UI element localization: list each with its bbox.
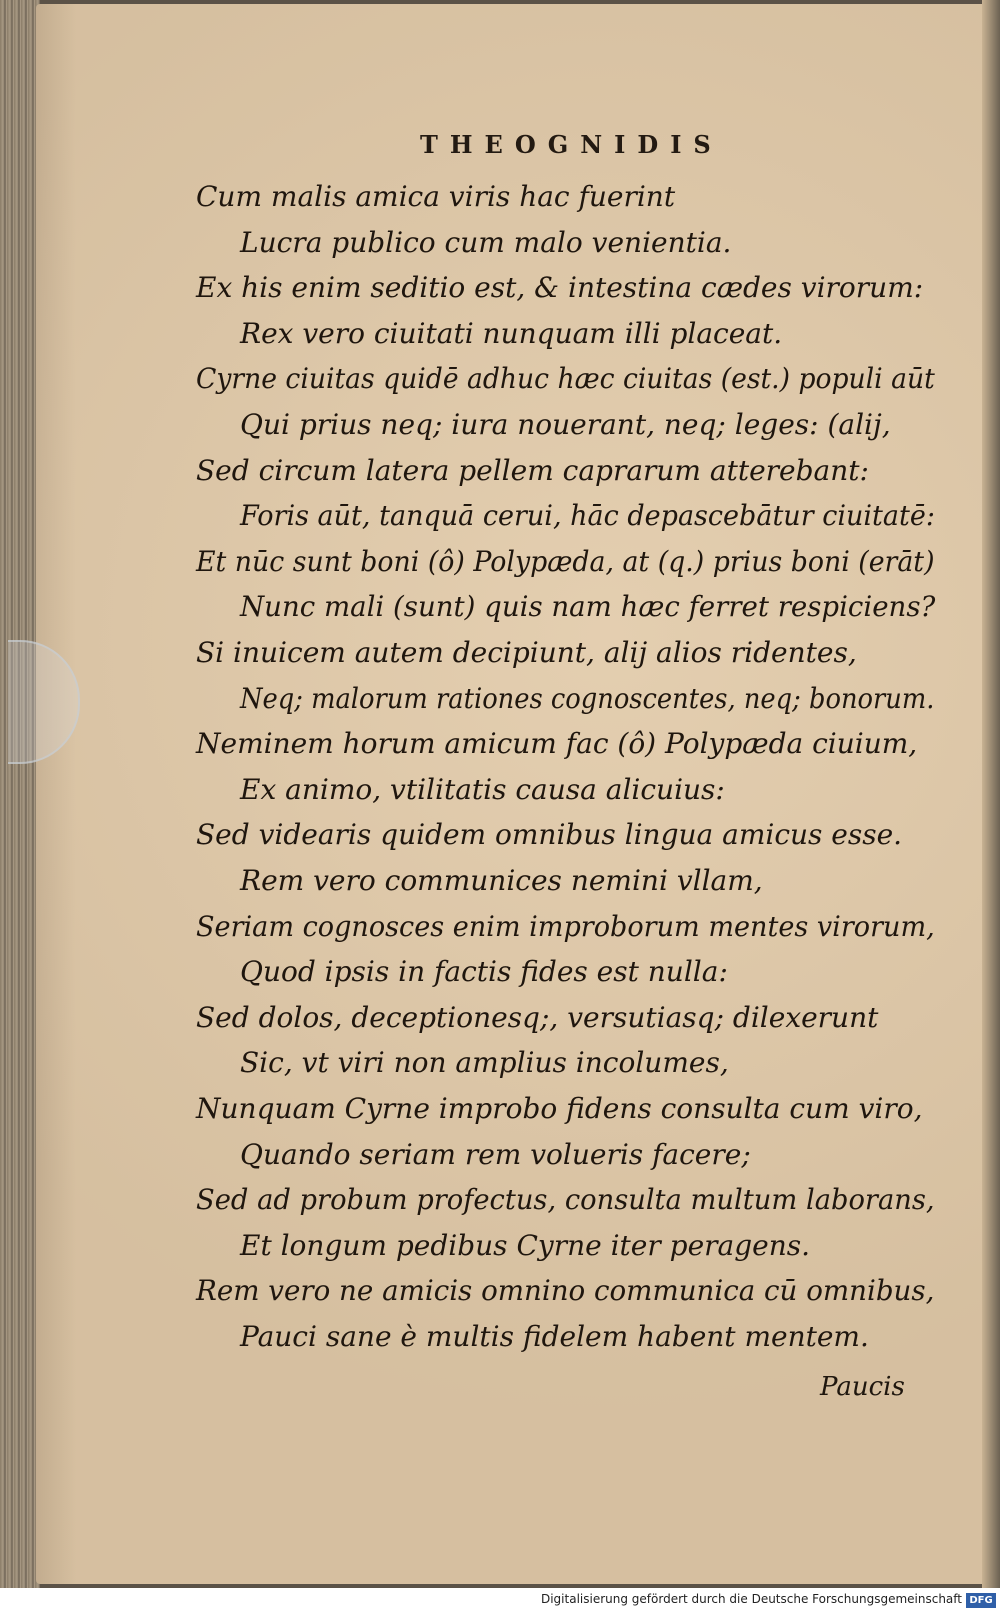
verse-line: Sed circum latera pellem caprarum atterebant: — [196, 453, 869, 487]
verse-line: Cum malis amica viris hac fuerint — [196, 180, 676, 213]
verse-line: Et nūc sunt boni (ô) Polypæda, at (q.) prius boni (erāt) — [196, 544, 935, 578]
verse-line: Ex animo, vtilitatis causa alicuius: — [240, 772, 725, 806]
verse-line: Sic, vt viri non amplius incolumes, — [240, 1046, 729, 1080]
footer-credit: Digitalisierung gefördert durch die Deutsche Forschungsgemeinschaft — [540, 1592, 962, 1606]
verse-line: Et longum pedibus Cyrne iter peragens. — [240, 1228, 811, 1262]
verse-line: Sed videaris quidem omnibus lingua amicus esse. — [196, 818, 903, 852]
book-page-edges — [0, 0, 40, 1588]
verse-line: Nunquam Cyrne improbo fidens consulta cum viro, — [196, 1092, 923, 1125]
dfg-logo: DFG — [966, 1593, 996, 1608]
verse-line: Lucra publico cum malo venientia. — [240, 225, 732, 259]
binding-edge — [982, 0, 1000, 1588]
verse-line: Sed ad probum profectus, consulta multum laborans, — [196, 1183, 935, 1217]
verse-line: Cyrne ciuitas quidē adhuc hæc ciuitas (est.) populi aūt — [196, 362, 935, 396]
verse-line: Ex his enim seditio est, & intestina cædes virorum: — [196, 271, 924, 305]
verse-line: Nunc mali (sunt) quis nam hæc ferret respiciens? — [240, 590, 936, 624]
verse-line: Si inuicem autem decipiunt, alij alios ridentes, — [196, 636, 857, 669]
running-head: THEOGNIDIS — [420, 130, 723, 159]
verse-line: Rem vero ne amicis omnino communica cū omnibus, — [196, 1274, 935, 1308]
catchword: Paucis — [820, 1372, 905, 1402]
verse-line: Rex vero ciuitati nunquam illi placeat. — [240, 316, 783, 350]
verse-line: Seriam cognosces enim improborum mentes virorum, — [196, 909, 935, 943]
verse-line: Neq; malorum rationes cognoscentes, neq; bonorum. — [240, 681, 935, 715]
verse-line: Quod ipsis in factis fides est nulla: — [240, 955, 728, 989]
verse-line: Qui prius neq; iura nouerant, neq; leges: (alij, — [240, 408, 891, 441]
verse-line: Quando seriam rem volueris facere; — [240, 1137, 751, 1171]
verse-line: Rem vero communices nemini vllam, — [240, 864, 763, 897]
footer-bar — [0, 1590, 1000, 1613]
verse-line: Pauci sane è multis fidelem habent mentem. — [240, 1320, 869, 1353]
verse-line: Sed dolos, deceptionesq;, versutiasq; dilexerunt — [196, 1000, 879, 1034]
verse-line: Neminem horum amicum fac (ô) Polypæda ciuium, — [196, 727, 918, 761]
verse-line: Foris aūt, tanquā cerui, hāc depascebātur ciuitatē: — [240, 499, 935, 533]
